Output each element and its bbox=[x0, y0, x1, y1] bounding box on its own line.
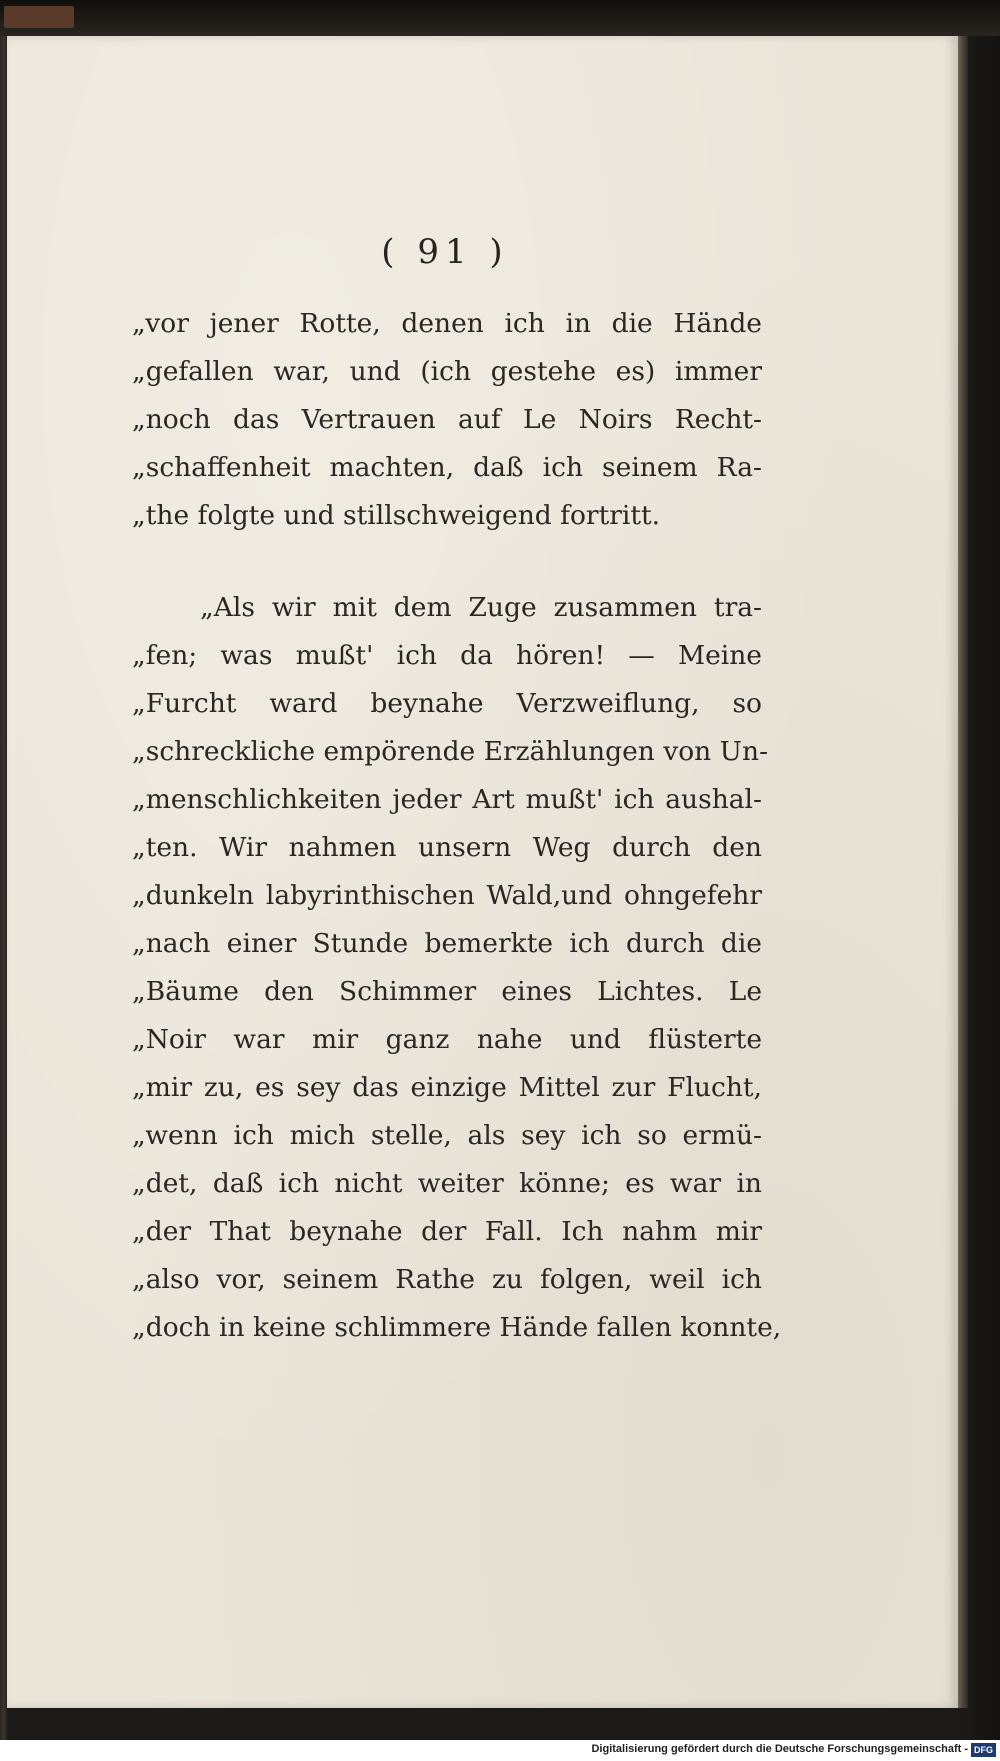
paragraph bbox=[132, 584, 782, 1352]
text-line: „vor jener Rotte, denen ich in die Hände bbox=[132, 308, 762, 339]
text-line: „doch in keine schlimmere Hände fallen konnte, bbox=[132, 1312, 782, 1343]
dfg-logo-icon: DFG bbox=[971, 1743, 996, 1757]
text-line: „mir zu, es sey das einzige Mittel zur Flucht, bbox=[132, 1072, 762, 1103]
text-line: „Noir war mir ganz nahe und flüsterte bbox=[132, 1024, 762, 1055]
text-line: „also vor, seinem Rathe zu folgen, weil ich bbox=[132, 1264, 762, 1295]
page-number: ( 91 ) bbox=[381, 232, 509, 272]
binding-tab bbox=[4, 6, 74, 28]
text-line: „dunkeln labyrinthischen Wald,und ohngefehr bbox=[132, 880, 762, 911]
text-line: „Bäume den Schimmer eines Lichtes. Le bbox=[132, 976, 762, 1007]
scan-top-edge bbox=[0, 0, 1000, 36]
text-line: „Als wir mit dem Zuge zusammen tra- bbox=[200, 592, 762, 623]
text-line: „wenn ich mich stelle, als sey ich so ermü- bbox=[132, 1120, 762, 1151]
page-text bbox=[132, 300, 782, 1352]
paragraph bbox=[132, 300, 762, 540]
footer-bar bbox=[0, 1740, 1000, 1761]
text-line: „fen; was mußt' ich da hören! — Meine bbox=[132, 640, 762, 671]
page-edge bbox=[958, 36, 968, 1708]
text-line: „schaffenheit machten, daß ich seinem Ra- bbox=[132, 452, 762, 483]
text-line: „schreckliche empörende Erzählungen von Un- bbox=[132, 736, 769, 767]
text-line: „ten. Wir nahmen unsern Weg durch den bbox=[132, 832, 762, 863]
text-line: „noch das Vertrauen auf Le Noirs Recht- bbox=[132, 404, 762, 435]
text-line: „det, daß ich nicht weiter könne; es war in bbox=[132, 1168, 762, 1199]
text-line: „Furcht ward beynahe Verzweiflung, so bbox=[132, 688, 762, 719]
text-line: „menschlichkeiten jeder Art mußt' ich aushal- bbox=[132, 784, 762, 815]
text-line: „the folgte und stillschweigend fortritt. bbox=[132, 500, 661, 531]
text-line: „der That beynahe der Fall. Ich nahm mir bbox=[132, 1216, 762, 1247]
text-line: „nach einer Stunde bemerkte ich durch die bbox=[132, 928, 762, 959]
footer-credit: Digitalisierung gefördert durch die Deutsche Forschungsgemeinschaft - bbox=[591, 1743, 968, 1755]
text-line: „gefallen war, und (ich gestehe es) immer bbox=[132, 356, 762, 387]
